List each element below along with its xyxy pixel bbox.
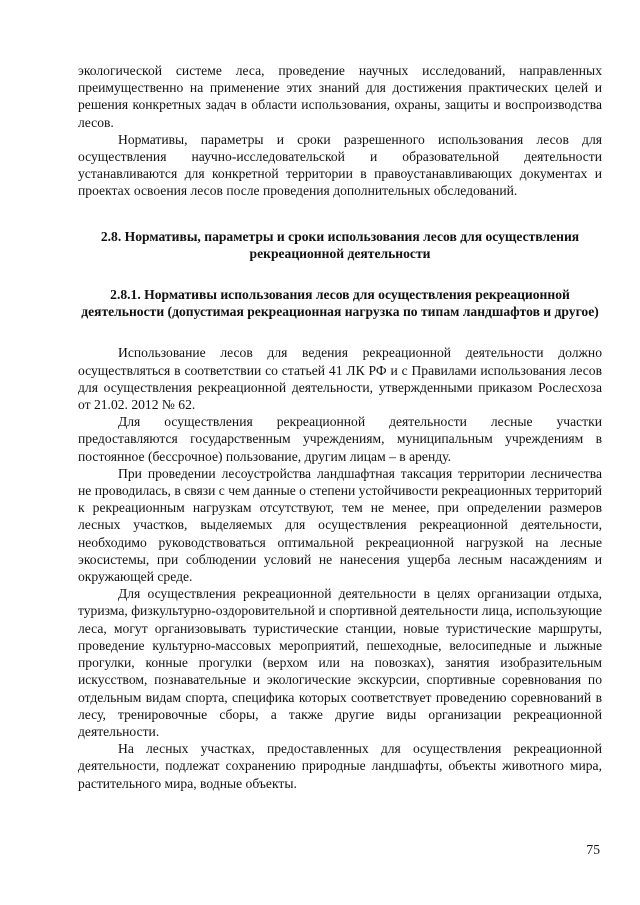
paragraph: Использование лесов для ведения рекреационной деятельности должно осуществляться в соответствии со статьей 41 ЛК РФ и с Правилами использования лесов для осуществления рекреационной деятельности, утвержденными приказом Рослесхоза от 21.02. 2012 № 62.	[78, 345, 602, 413]
paragraph: При проведении лесоустройства ландшафтная таксация территории лесничества не проводилась, в связи с чем данные о степени устойчивости рекреационных территорий к рекреационным нагрузкам отсутствуют, тем не менее, при определении размеров лесных участков, выделяемых для осуществления рекреационной деятельности, необходимо руководствоваться оптимальной рекреационной нагрузкой на лесные экосистемы, при соблюдении условий не нанесения ущерба лесным насаждениям и окружающей среде.	[78, 465, 602, 585]
paragraph: Для осуществления рекреационной деятельности в целях организации отдыха, туризма, физкультурно-оздоровительной и спортивной деятельности лица, использующие леса, могут организовывать туристические станции, новые туристические маршруты, проведение культурно-массовых мероприятий, пешеходные, велосипедные и лыжные прогулки, конные прогулки (верхом или на повозках), занятия изобразительным искусством, познавательные и экологические экскурсии, спортивные соревнования по отдельным видам спорта, специфика которых соответствует проведению соревнований в лесу, тренировочные сборы, а также другие виды организации рекреационной деятельности.	[78, 586, 602, 739]
document-page	[78, 62, 602, 792]
page-number: 75	[586, 842, 600, 857]
paragraph: Для осуществления рекреационной деятельности лесные участки предоставляются государственным учреждениям, муниципальным учреждениям в постоянное (бессрочное) пользование, другим лицам – в аренду.	[78, 414, 602, 464]
paragraph: Нормативы, параметры и сроки разрешенного использования лесов для осуществления научно-исследовательской и образовательной деятельности устанавливаются для конкретной территории в правоустанавливающих документах и проектах освоения лесов после проведения дополнительных обследований.	[78, 131, 602, 199]
subsection-heading: 2.8.1. Нормативы использования лесов для осуществления рекреационной деятельности (допустимая рекреационная нагрузка по типам ландшафтов и другое)	[81, 287, 599, 320]
paragraph: экологической системе леса, проведение научных исследований, направленных преимущественно на применение этих знаний для достижения практических целей и решения конкретных задач в области использования, охраны, защиты и воспроизводства лесов.	[78, 63, 602, 130]
section-heading: 2.8. Нормативы, параметры и сроки использования лесов для осуществления рекреационной деятельности	[100, 228, 580, 261]
paragraph: На лесных участках, предоставленных для осуществления рекреационной деятельности, подлежат сохранению природные ландшафты, объекты животного мира, растительного мира, водные объекты.	[78, 741, 602, 791]
